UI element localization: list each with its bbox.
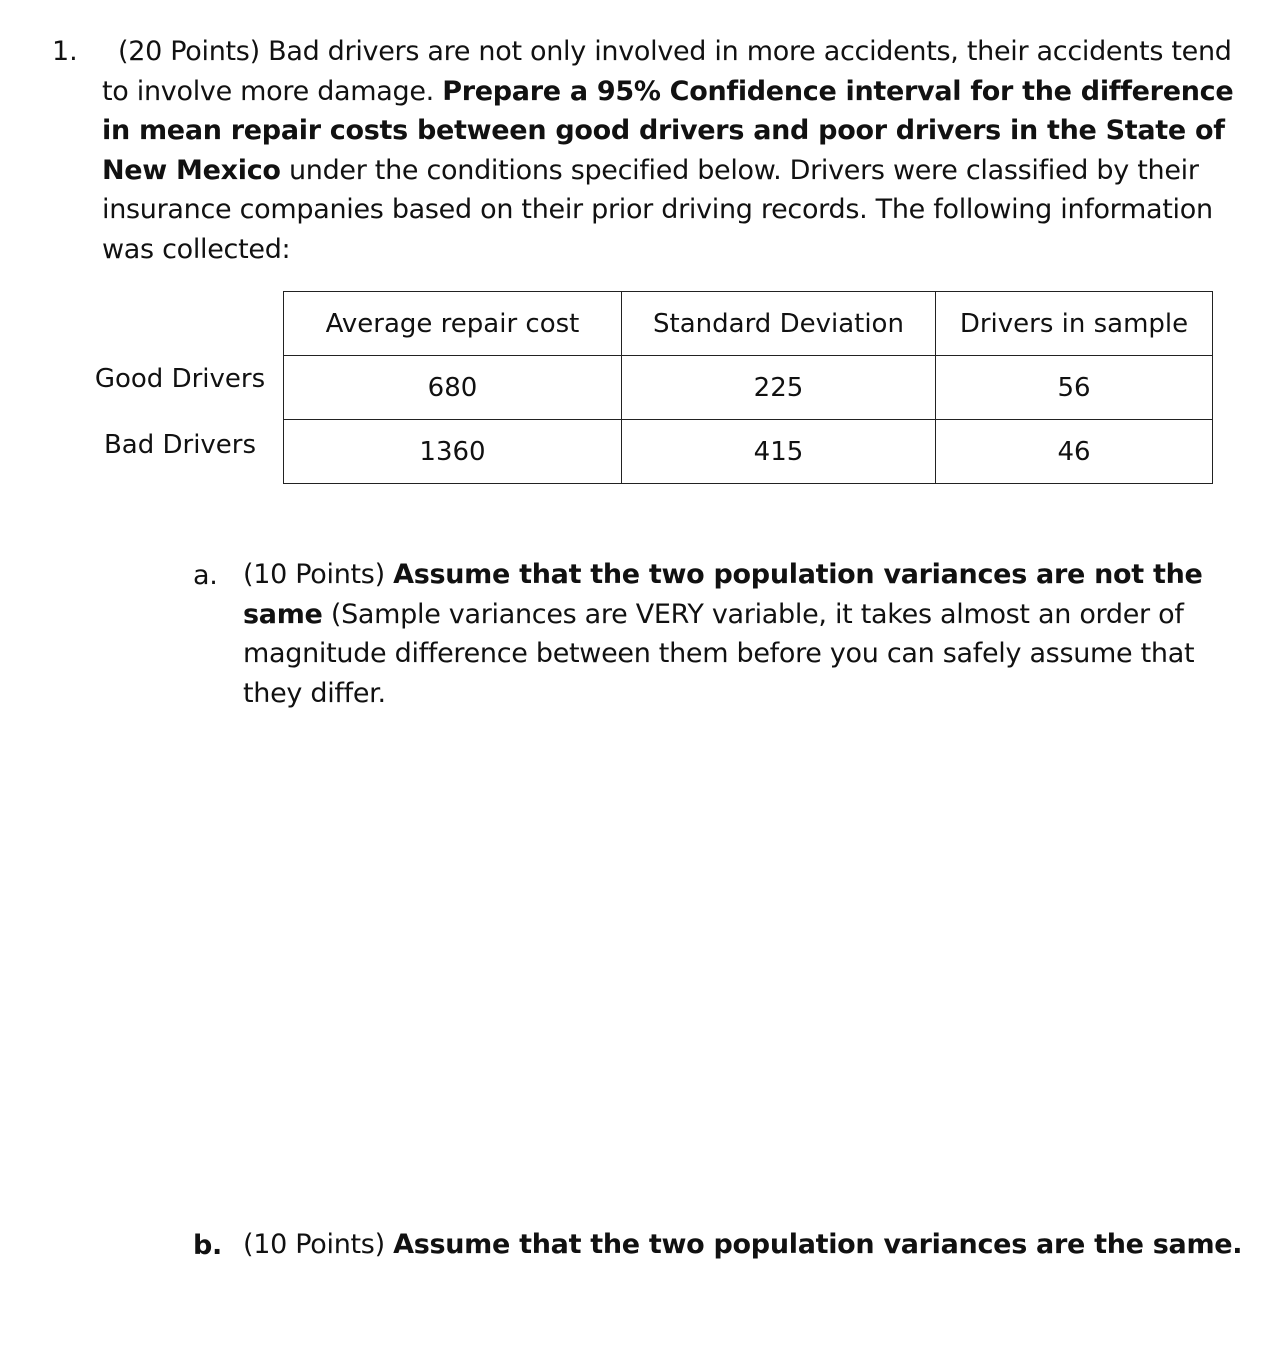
table-row — [284, 420, 1213, 484]
table-cell: 225 — [622, 356, 936, 420]
question-rest: under the conditions specified below. Drivers were classified by their insurance companies based on their prior driving records. The following information was collected: — [102, 154, 1213, 265]
question-points: (20 Points) — [118, 36, 260, 67]
question-intro: Bad drivers are not only involved in more accidents, their accidents tend to involve more damage. — [102, 36, 1232, 107]
table-header-row — [284, 292, 1213, 356]
table-cell: 680 — [284, 356, 622, 420]
table-cell: 56 — [936, 356, 1213, 420]
question-text — [102, 32, 1262, 269]
part-a-text — [243, 555, 1253, 713]
header-drivers-in-sample: Drivers in sample — [936, 292, 1213, 356]
question-number: 1. — [52, 36, 78, 67]
question-task: Prepare a 95% Confidence interval for the difference in mean repair costs between good drivers and poor drivers in the State of New Mexico — [102, 75, 1234, 186]
header-average-repair-cost: Average repair cost — [284, 292, 622, 356]
part-a-rest: (Sample variances are VERY variable, it takes almost an order of magnitude difference between them before you can safely assume that they differ. — [243, 598, 1195, 709]
part-b-bold: Assume that the two population variances are the same. — [393, 1229, 1243, 1260]
table-cell: 46 — [936, 420, 1213, 484]
header-standard-deviation: Standard Deviation — [622, 292, 936, 356]
table-cell: 1360 — [284, 420, 622, 484]
row-label-bad-drivers: Bad Drivers — [103, 430, 257, 460]
part-b-letter: b. — [193, 1230, 222, 1261]
data-table — [283, 291, 1213, 484]
part-a-points: (10 Points) — [243, 559, 385, 590]
row-label-good-drivers: Good Drivers — [94, 364, 266, 394]
part-b-text — [243, 1225, 1253, 1265]
part-b-points: (10 Points) — [243, 1229, 385, 1260]
table-cell: 415 — [622, 420, 936, 484]
table-row — [284, 356, 1213, 420]
part-a-letter: a. — [193, 560, 218, 591]
part-a-bold: Assume that the two population variances are not the same — [243, 559, 1203, 630]
